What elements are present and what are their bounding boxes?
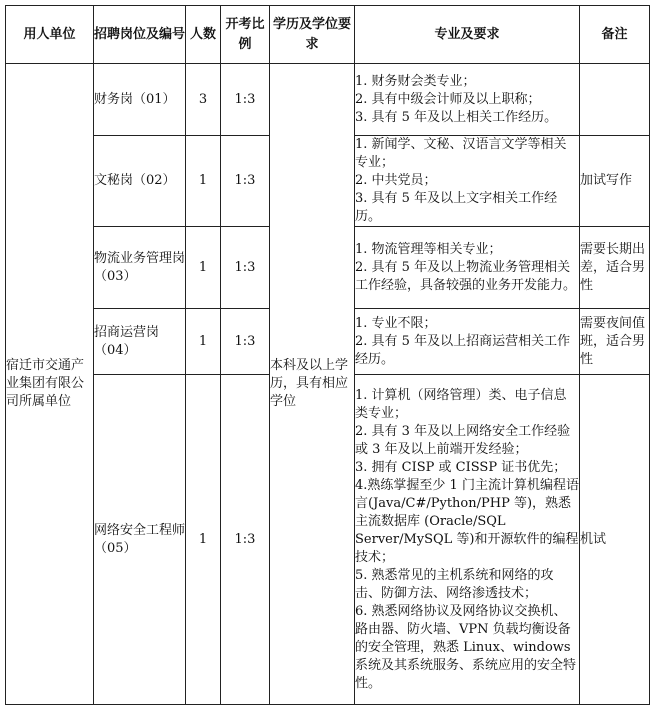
requirements-cell	[355, 375, 580, 705]
remarks-cell: 加试写作	[580, 136, 650, 227]
header-unit: 用人单位	[6, 6, 94, 64]
unit-cell: 宿迁市交通产业集团有限公司所属单位	[6, 64, 94, 705]
remarks-cell	[580, 64, 650, 136]
requirements-cell	[355, 136, 580, 227]
requirement-line: 1. 计算机（网络管理）类、电子信息类专业；	[355, 387, 567, 421]
table-row	[6, 64, 650, 136]
requirement-line: 1. 新闻学、文秘、汉语言文学等相关专业；	[355, 137, 567, 170]
requirement-line: 1. 物流管理等相关专业；	[355, 241, 502, 257]
requirement-line: 2. 中共党员；	[355, 173, 437, 188]
requirement-line: 4.熟练掌握至少 1 门主流计算机编程语言(Java/C#/Python/PHP 等)，熟悉主流数据库 (Oracle/SQL Server/MySQL 等)和开源软件的编程技术；	[355, 477, 579, 565]
ratio-cell: 1:3	[221, 136, 270, 227]
ratio-cell: 1:3	[221, 375, 270, 705]
ratio-cell: 1:3	[221, 227, 270, 309]
requirement-line: 1. 专业不限；	[355, 315, 437, 331]
requirement-line: 3. 拥有 CISP 或 CISSP 证书优先；	[355, 459, 567, 475]
remarks-cell: 需要长期出差，适合男性	[580, 227, 650, 309]
count-cell: 1	[186, 136, 221, 227]
count-cell: 1	[186, 375, 221, 705]
count-cell: 1	[186, 227, 221, 309]
remarks-cell: 需要夜间值班，适合男性	[580, 309, 650, 375]
requirement-line: 3. 具有 5 年及以上文字相关工作经历。	[355, 191, 558, 224]
requirement-line: 6. 熟悉网络协议及网络协议交换机、路由器、防火墙、VPN 负载均衡设备的安全管理，熟悉 Linux、windows 系统及其系统服务、系统应用的安全特性。	[355, 603, 577, 691]
header-row	[6, 6, 650, 64]
position-cell: 招商运营岗（04）	[94, 309, 186, 375]
position-cell: 网络安全工程师（05）	[94, 375, 186, 705]
count-cell: 1	[186, 309, 221, 375]
requirements-cell	[355, 64, 580, 136]
remarks-cell: 机试	[580, 375, 650, 705]
header-position: 招聘岗位及编号	[94, 6, 186, 64]
requirement-line: 3. 具有 5 年及以上相关工作经历。	[355, 109, 558, 125]
header-requirements: 专业及要求	[355, 6, 580, 64]
requirement-line: 1. 财务财会类专业；	[355, 73, 476, 89]
requirement-line: 2. 具有 3 年及以上网络安全工作经验或 3 年及以上前端开发经验；	[355, 423, 571, 457]
header-education: 学历及学位要求	[270, 6, 355, 64]
requirement-line: 2. 具有中级会计师及以上职称；	[355, 91, 541, 107]
ratio-cell: 1:3	[221, 309, 270, 375]
requirement-line: 2. 具有 5 年及以上物流业务管理相关工作经验，具备较强的业务开发能力。	[355, 259, 577, 293]
header-remarks: 备注	[580, 6, 650, 64]
position-cell: 财务岗（01）	[94, 64, 186, 136]
header-count: 人数	[186, 6, 221, 64]
requirement-line: 5. 熟悉常见的主机系统和网络的攻击、防御方法、网络渗透技术；	[355, 567, 554, 601]
education-cell: 本科及以上学历，具有相应学位	[270, 64, 355, 705]
ratio-cell: 1:3	[221, 64, 270, 136]
count-cell: 3	[186, 64, 221, 136]
recruitment-table	[5, 5, 650, 705]
requirements-cell	[355, 309, 580, 375]
position-cell: 物流业务管理岗（03）	[94, 227, 186, 309]
position-cell: 文秘岗（02）	[94, 136, 186, 227]
requirements-cell	[355, 227, 580, 309]
requirement-line: 2. 具有 5 年及以上招商运营相关工作经历。	[355, 333, 571, 367]
header-ratio: 开考比例	[221, 6, 270, 64]
